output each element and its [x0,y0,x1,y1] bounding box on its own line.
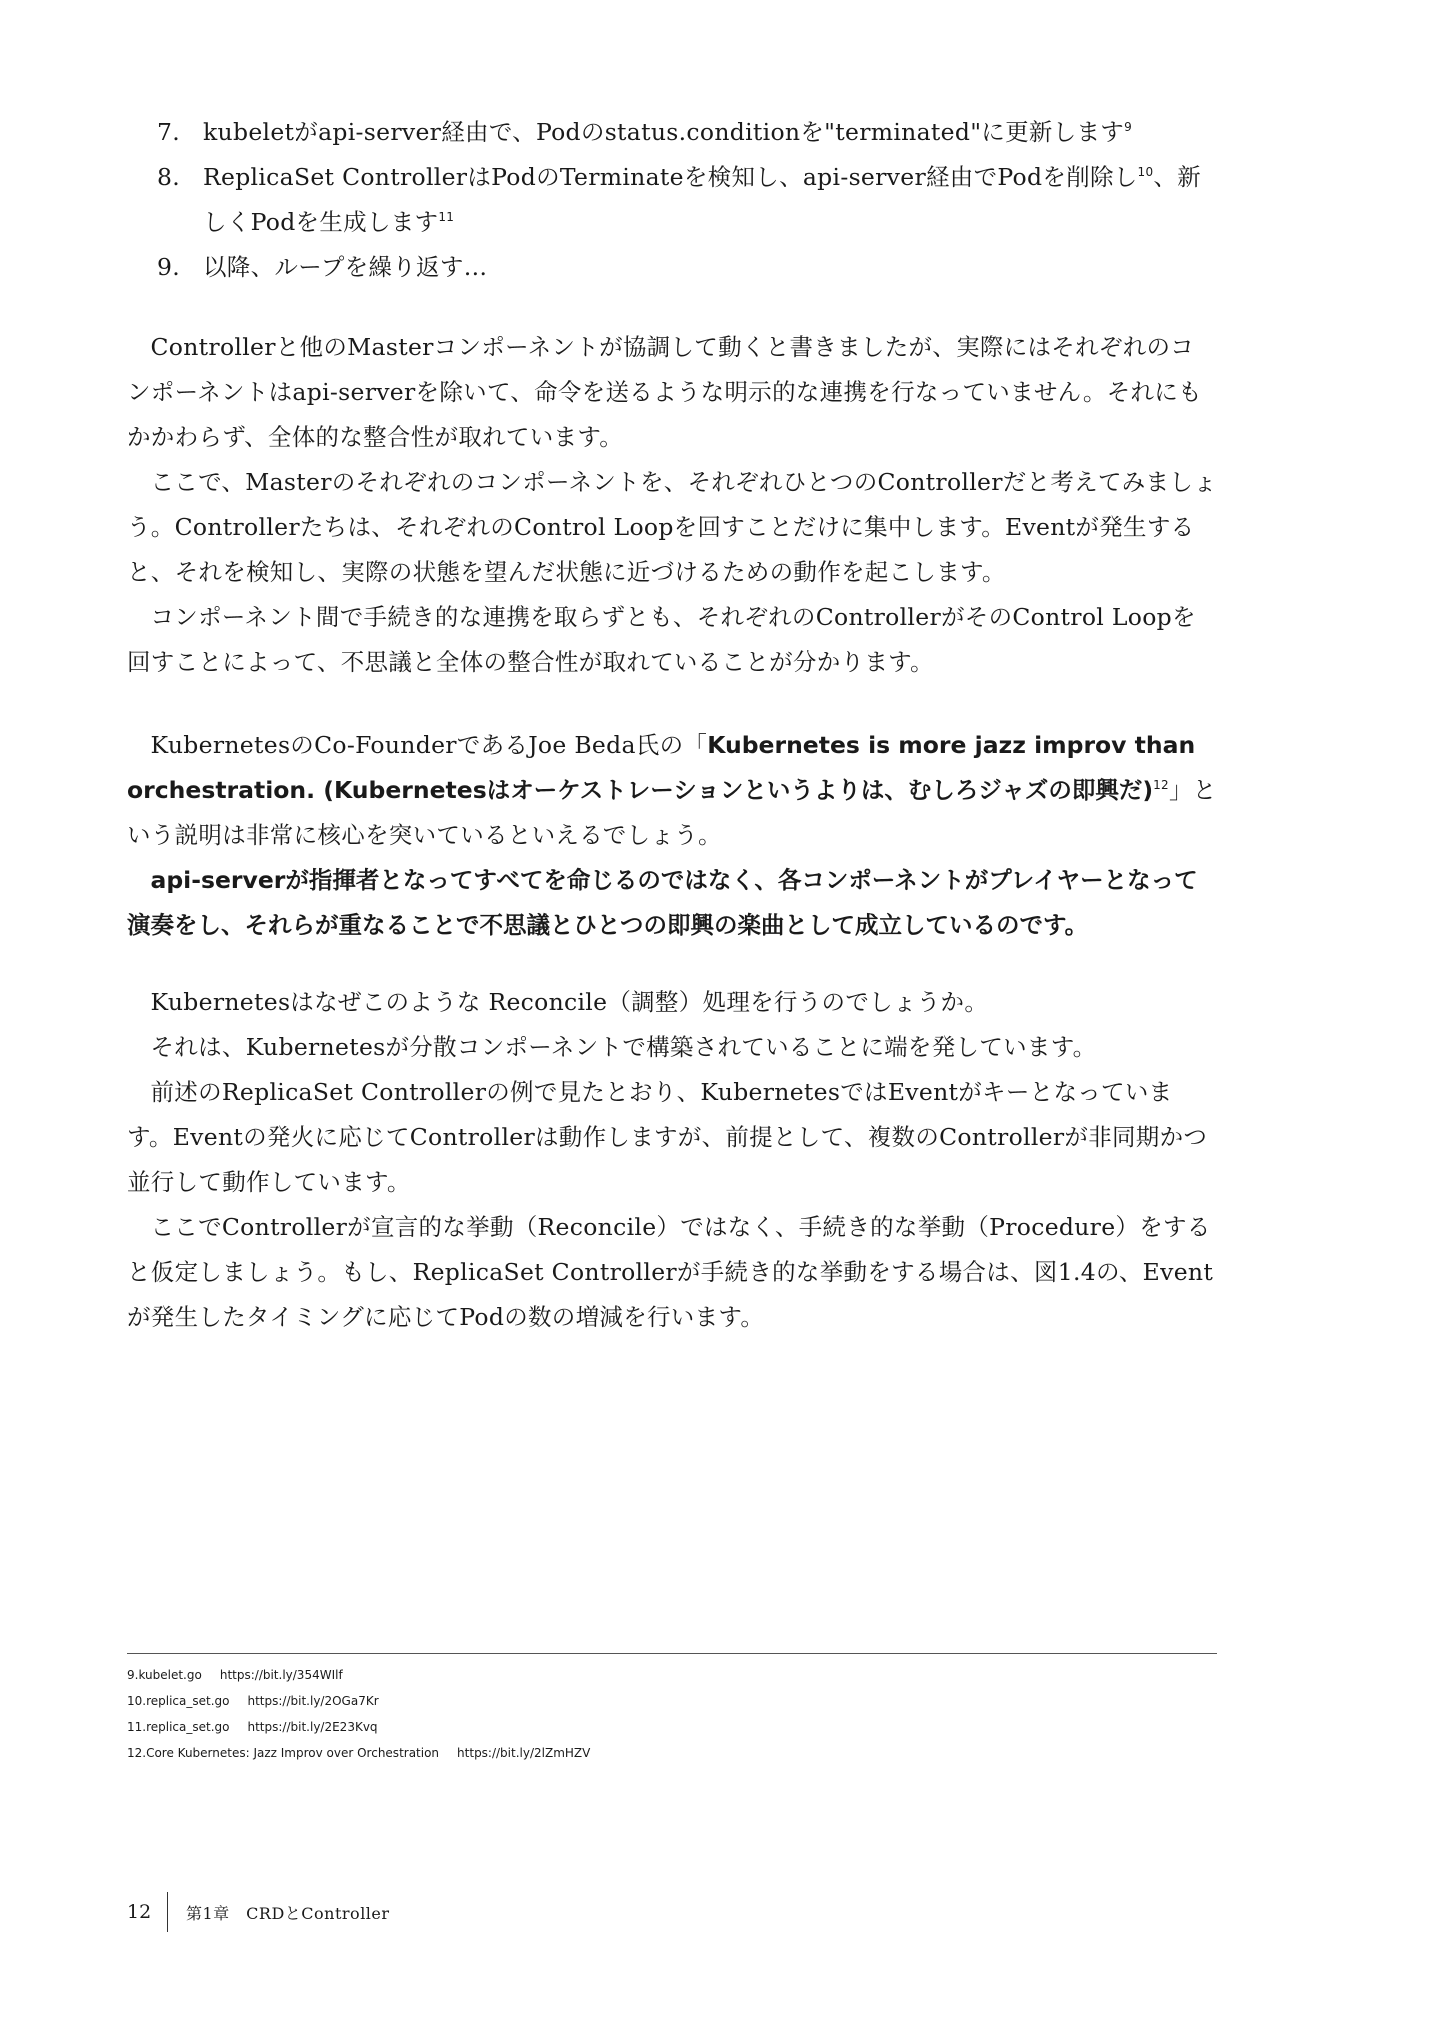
footnote-ref[interactable]: 12 [1153,778,1169,793]
list-text-body: kubeletがapi-server経由で、Podのstatus.conditionを"terminated"に更新します [203,118,1125,146]
page-number: 12 [127,1901,152,1923]
section-reconcile [127,980,1217,1340]
footnote-link[interactable]: https://bit.ly/2E23Kvq [247,1720,378,1734]
emphasis-paragraph: api-serverが指揮者となってすべてを命じるのではなく、各コンポーネントがプレイヤーとなって演奏をし、それらが重なることで不思議とひとつの即興の楽曲として成立しているのです。 [127,866,1198,939]
paragraph: コンポーネント間で手続き的な連携を取らずとも、それぞれのControllerがそのControl Loopを回すことによって、不思議と全体の整合性が取れていることが分かります。 [127,603,1196,676]
footnote [127,1688,1217,1714]
paragraph [127,723,1217,858]
paragraph: Controllerと他のMasterコンポーネントが協調して動くと書きましたが、実際にはそれぞれのコンポーネントはapi-serverを除いて、命令を送るような明示的な連携を行なっていません。それにもかかわらず、全体的な整合性が取れています。 [127,333,1202,451]
footnote-link[interactable]: https://bit.ly/354WIlf [219,1668,343,1682]
footnote-ref[interactable]: 10 [1137,165,1154,180]
numbered-list [127,110,1217,290]
footnote-ref[interactable]: 9 [1124,120,1133,135]
list-item [127,245,1217,290]
list-item [127,155,1217,245]
paragraph: 前述のReplicaSet Controllerの例で見たとおり、KubernetesではEventがキーとなっています。Eventの発火に応じてControllerは動作しますが、前提として、複数のControllerが非同期かつ並行して動作しています。 [127,1078,1208,1196]
footnote-link[interactable]: https://bit.ly/2lZmHZV [457,1746,591,1760]
list-number: 7. [157,118,181,146]
list-number: 9. [157,253,181,281]
footnote-divider [127,1653,1217,1654]
chapter-title: 第1章 CRDとController [186,1903,390,1923]
footnote [127,1714,1217,1740]
list-text-body: 以降、ループを繰り返す… [203,253,488,281]
paragraph: ここでControllerが宣言的な挙動（Reconcile）ではなく、手続き的な挙動（Procedure）をすると仮定しましょう。もし、ReplicaSet Controllerが手続き的な挙動をする場合は、図1.4の、Eventが発生したタイミングに応じてPodの数の増減を行います。 [127,1213,1214,1331]
quote-outro: 」という説明は非常に核心を突いているといえるでしょう。 [127,776,1217,849]
paragraph: Kubernetesはなぜこのような Reconcile（調整）処理を行うのでしょうか。 [150,988,989,1016]
footnote-label: 11.replica_set.go [127,1720,230,1734]
quote-intro: KubernetesのCo-FounderであるJoe Beda氏の「 [150,731,708,759]
quote-text: Kubernetes is more jazz improv than orchestration. (Kubernetesはオーケストレーションというよりは、むしろジャズの即興だ) [127,731,1196,804]
footnote-link[interactable]: https://bit.ly/2OGa7Kr [247,1694,379,1708]
section-coordination [127,325,1217,685]
list-text [203,155,1217,245]
paragraph: ここで、Masterのそれぞれのコンポーネントを、それぞれひとつのControllerだと考えてみましょう。Controllerたちは、それぞれのControl Loopを回すことだけに集中します。Eventが発生すると、それを検知し、実際の状態を望んだ状態に近づけるための動作を起こします。 [127,468,1217,586]
footnote [127,1662,1217,1688]
list-text [203,245,1217,290]
list-text-body-continued: 、新しくPodを生成します [203,163,1202,236]
page-footer [127,1892,390,1932]
footnote-label: 9.kubelet.go [127,1668,202,1682]
footer-divider [167,1892,168,1932]
list-number: 8. [157,163,181,191]
footnotes [127,1662,1217,1766]
paragraph: それは、Kubernetesが分散コンポーネントで構築されていることに端を発しています。 [150,1033,1097,1061]
footnote-label: 10.replica_set.go [127,1694,230,1708]
list-text-body: ReplicaSet ControllerはPodのTerminateを検知し、api-server経由でPodを削除し [203,163,1138,191]
list-item [127,110,1217,155]
footnote-ref[interactable]: 11 [438,210,455,225]
section-jazz-quote [127,723,1217,948]
footnote-label: 12.Core Kubernetes: Jazz Improv over Orchestration [127,1746,440,1760]
list-text [203,110,1217,155]
footnote [127,1740,1217,1766]
